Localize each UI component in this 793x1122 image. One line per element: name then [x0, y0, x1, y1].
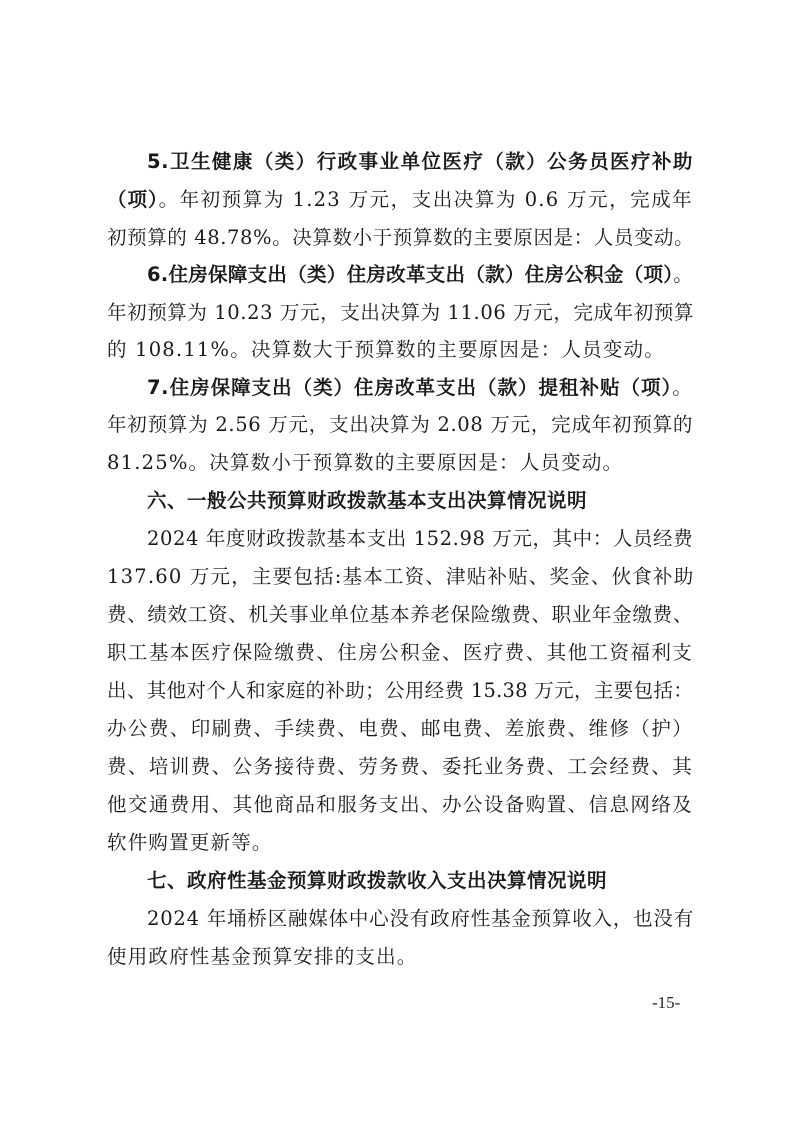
- item7-line-2: [107, 410, 693, 440]
- item5-text-2: 。年初预算为 1.23 万元，支出决算为 0.6 万元，完成年: [158, 188, 693, 211]
- item5-line-3: [107, 223, 693, 253]
- section7-heading: 七、政府性基金预算财政拨款收入支出决算情况说明: [147, 869, 608, 892]
- item6-line-3: [107, 335, 693, 365]
- page-number: -15-: [652, 993, 681, 1012]
- section6-line-7: 费、培训费、公务接待费、劳务费、委托业务费、工会经费、其: [107, 755, 693, 778]
- item7-title-punct: 。: [672, 376, 693, 399]
- item6-title-punct: 。: [673, 263, 693, 286]
- section6-line-9: 软件购置更新等。: [107, 831, 273, 854]
- item6-text-3: 的 108.11%。决算数大于预算数的主要原因是：人员变动。: [107, 338, 665, 361]
- item5-title-end: （项）: [107, 188, 159, 211]
- section6-line-8: 他交通费用、其他商品和服务支出、办公设备购置、信息网络及: [107, 793, 693, 816]
- item5-title: 5.卫生健康（类）行政事业单位医疗（款）公务员医疗补助: [147, 150, 693, 173]
- section6-line-2: 137.60 万元，主要包括:基本工资、津贴补贴、奖金、伙食补助: [107, 565, 695, 588]
- item7-line-3: [107, 448, 693, 478]
- section6-line-6: 办公费、印刷费、手续费、电费、邮电费、差旅费、维修（护）: [107, 717, 693, 740]
- item5-line-2: [107, 185, 693, 215]
- item7-title: 7.住房保障支出（类）住房改革支出（款）提租补贴（项）: [147, 376, 673, 399]
- item7-line-1: [147, 373, 693, 403]
- section7-line-1: 2024 年埇桥区融媒体中心没有政府性基金预算收入，也没有: [147, 907, 695, 930]
- item5-text-3: 初预算的 48.78%。决算数小于预算数的主要原因是：人员变动。: [107, 226, 695, 249]
- item6-line-2: [107, 298, 693, 328]
- item6-title: 6.住房保障支出（类）住房改革支出（款）住房公积金（项）: [147, 263, 674, 286]
- section6-line-3: 费、绩效工资、机关事业单位基本养老保险缴费、职业年金缴费、: [107, 603, 693, 626]
- section7-line-2: 使用政府性基金预算安排的支出。: [107, 945, 418, 968]
- section6-heading: 六、一般公共预算财政拨款基本支出决算情况说明: [147, 489, 588, 512]
- item7-text-3: 81.25%。决算数小于预算数的主要原因是：人员变动。: [107, 451, 624, 474]
- item7-text-2: 年初预算为 2.56 万元，支出决算为 2.08 万元，完成年初预算的: [107, 413, 693, 436]
- section6-line-4: 职工基本医疗保险缴费、住房公积金、医疗费、其他工资福利支: [107, 641, 693, 664]
- item6-line-1: [147, 260, 693, 290]
- section6-line-1: 2024 年度财政拨款基本支出 152.98 万元，其中：人员经费: [147, 527, 694, 550]
- item5-line-1: [147, 147, 693, 177]
- section6-line-5: 出、其他对个人和家庭的补助；公用经费 15.38 万元，主要包括：: [107, 679, 693, 702]
- item6-text-2: 年初预算为 10.23 万元，支出决算为 11.06 万元，完成年初预算: [107, 301, 695, 324]
